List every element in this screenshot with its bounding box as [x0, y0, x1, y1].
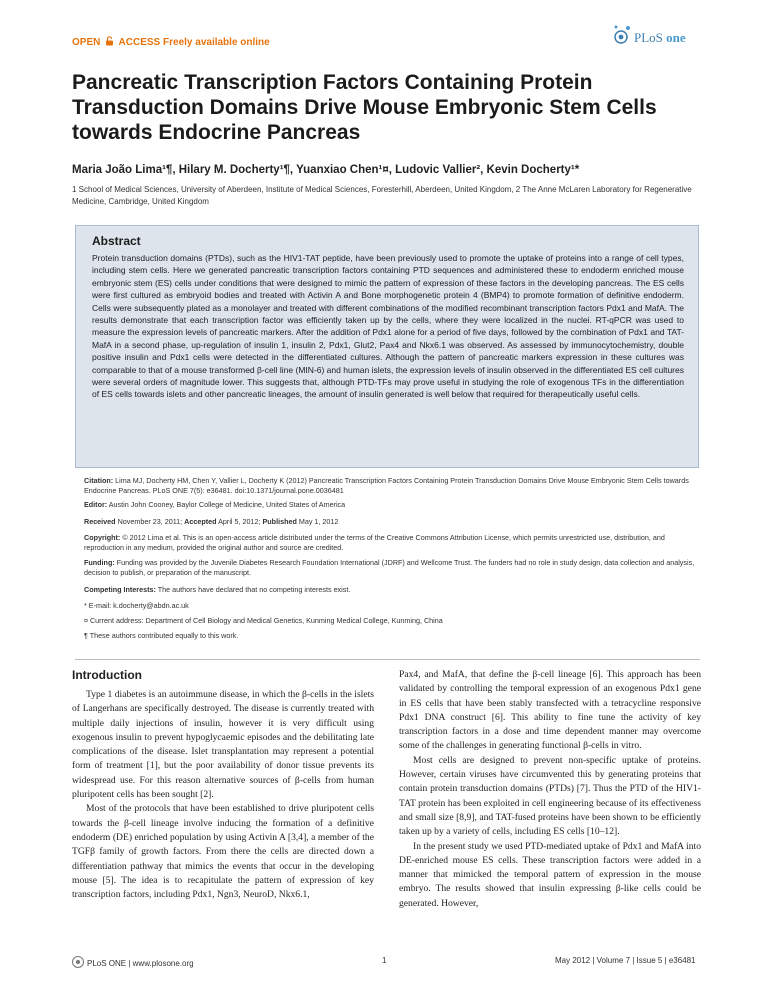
editor-text: Austin John Cooney, Baylor College of Medicine, United States of America: [108, 500, 346, 509]
editor: [84, 500, 700, 510]
article-title: Pancreatic Transcription Factors Containing Protein Transduction Domains Drive Mouse Embryonic Stem Cells towards Endocrine Pancreas: [72, 71, 657, 144]
footer-issue: May 2012 | Volume 7 | Issue 5 | e36481: [555, 956, 696, 965]
citation: [84, 476, 700, 497]
dates: [84, 517, 700, 527]
citation-label: Citation:: [84, 476, 114, 485]
competing-interests: [84, 585, 700, 595]
footer-journal-text[interactable]: PLoS ONE | www.plosone.org: [87, 959, 194, 968]
intro-paragraph-3: Pax4, and MafA, that define the β-cell lineage [6]. This approach has been validated by controlling the temporal expression of an exogenous Pdx1 gene in ES cells that have been stably transfected with a tetracycline responsive Pdx1 DNA construct [6]. This ability to fine tune the activity of key transcription factors in a dose and time dependent manner may overcome some of the challenges in generating functional β-cells in vitro.: [399, 669, 701, 752]
logo-one: one: [666, 30, 686, 45]
published-date: May 1, 2012: [298, 517, 339, 526]
copyright-text: © 2012 Lima et al. This is an open-access article distributed under the terms of the Creative Commons Attribution License, which permits unrestricted use, distribution, and reproduction in any medium, provided the original author and source are credited.: [84, 533, 665, 553]
received-label: Received: [84, 517, 116, 526]
accepted-label: Accepted: [184, 517, 217, 526]
open-access-banner: [72, 36, 270, 48]
published-label: Published: [262, 517, 297, 526]
email-line: [84, 601, 700, 611]
competing-label: Competing Interests:: [84, 585, 156, 594]
intro-paragraph-4: Most cells are designed to prevent non-specific uptake of proteins. However, certain viruses have circumvented this by generating proteins that contain protein transduction domains (PTDs) [7]. Thus the PTD of the HIV1-TAT protein has been exploited in cell engineering because of its effectiveness and small size [8,9], and TAT-fused proteins have been shown to be efficiently taken up by a variety of cells, including ES cells [10–12].: [399, 754, 701, 838]
email-text[interactable]: * E-mail: k.docherty@abdn.ac.uk: [84, 601, 189, 610]
equal-contribution: ¶ These authors contributed equally to this work.: [84, 631, 239, 640]
open-label: OPEN: [72, 37, 101, 48]
intro-paragraph-5: In the present study we used PTD-mediated uptake of Pdx1 and MafA into DE-enriched mouse ES cells. These transcription factors were added in a manner that mimicked the temporal pattern of expression in the mouse embryo. The results showed that insulin expressing β-like cells could be generated. However,: [399, 840, 701, 909]
copyright: [84, 533, 700, 554]
journal-logo: [612, 22, 704, 52]
plos-mini-logo-icon: [72, 956, 84, 968]
received-date: November 23, 2011;: [117, 517, 183, 526]
editor-label: Editor:: [84, 500, 108, 509]
affiliations: 1 School of Medical Sciences, University of Aberdeen, Institute of Medical Sciences, Foresterhill, Aberdeen, United Kingdom, 2 The Anne McLaren Laboratory for Regenerative Medicine, Cambridge, United Kingdom: [72, 185, 692, 206]
copyright-label: Copyright:: [84, 533, 121, 542]
footer-journal: [72, 956, 194, 968]
funding-text: Funding was provided by the Juvenile Diabetes Research Foundation International (JDRF) and Wellcome Trust. The funders had no role in study design, data collection and analysis, decision to publish, or preparation of the manuscript.: [84, 558, 695, 578]
section-divider: [75, 659, 700, 660]
intro-paragraph-2: Most of the protocols that have been established to drive pluripotent cells towards the β-cell lineage involve inducing the formation of a definitive endoderm (DE) enriched population by using Activin A [3,4], a member of the TGFβ family of growth factors. From there the cells are directed down a differentiation pathway that mimics the events that occur in the developing mouse [5]. The idea is to recapitulate the pattern of expression of key transcription factors, including Pdx1, Ngn3, NeuroD, Nkx6.1,: [72, 803, 374, 901]
abstract-text: Protein transduction domains (PTDs), such as the HIV1-TAT peptide, have been previously used to promote the uptake of proteins into a range of cell types, including stem cells. Here we generated pancreatic transcription factors containing PTD sequences and administered these to endoderm enriched mouse embryonic stem (ES) cells under conditions that were designed to mimic the pattern of expression of these factors in the developing pancreas. The ES cells were first cultured as embryoid bodies and treated with Activin A and Bone morphogenetic protein 4 (BMP4) to promote formation of definitive endoderm. Cells were subsequently plated as a monolayer and treated with different combinations of the modified recombinant transcription factors Pdx1 and MafA. The results demonstrate that each transcription factor was efficiently taken up by the cells, where they were localized in the nuclei. RT-qPCR was used to measure the expression levels of pancreatic markers. After the addition of Pdx1 alone for a period of five days, followed by the combination of Pdx1 and TAT-MafA in a second phase, up-regulation of insulin 1, insulin 2, Pdx1, Glut2, Pax4 and Nkx6.1 was observed. As assessed by immunocytochemistry, double positive insulin and Pdx1 cells were detected in the differentiated cultures. Although the pattern of pancreatic markers expression in these cultures was comparable to that of a mouse transformed β-cell line (MIN-6) and human islets, the expression levels of insulin observed in the differentiated ES cell cultures were several orders of magnitude lower. This suggests that, although PTD-TFs may prove useful in studying the role of exogenous TFs in the differentiation of ES cells towards islets and other pancreatic lineages, the amount of insulin generated is well below that required for therapeutically useful cells.: [92, 253, 684, 400]
intro-paragraph-1: Type 1 diabetes is an autoimmune disease, in which the β-cells in the islets of Langerhans are specifically destroyed. The disease is currently treated with multiple daily injections of insulin, however it is very difficult using exogenous insulin to prevent hypoglycaemic episodes and the debilitating late complications of the disease. Islet transplantation may represent a potential form of treatment [1], but the poor availability of donor tissue prevents its widespread use. For this reason alternative sources of β-cells from human pluripotent cells has been sought [2].: [72, 689, 374, 801]
citation-text: Lima MJ, Docherty HM, Chen Y, Vallier L, Docherty K (2012) Pancreatic Transcription Factors Containing Protein Transduction Domains Drive Mouse Embryonic Stem Cells towards Endocrine Pancreas. PLoS ONE 7(5): e36481. doi:10.1371/journal.pone.0036481: [84, 476, 689, 496]
access-label: ACCESS: [118, 37, 161, 48]
journal-logo-text: [634, 30, 686, 46]
logo-plos: PLoS: [634, 30, 663, 45]
body-column-right: [399, 668, 701, 911]
body-column-left: [72, 688, 374, 902]
abstract-heading: Abstract: [92, 234, 141, 248]
competing-text: The authors have declared that no competing interests exist.: [157, 585, 351, 594]
footer-page-number: 1: [382, 956, 387, 965]
funding-label: Funding:: [84, 558, 115, 567]
plos-one-logo-icon: [612, 22, 634, 50]
abstract-box: [75, 225, 699, 468]
introduction-heading: Introduction: [72, 668, 142, 682]
open-lock-icon: [105, 36, 114, 46]
current-address: ¤ Current address: Department of Cell Biology and Medical Genetics, Kunming Medical College, Kunming, China: [84, 616, 443, 625]
accepted-date: April 5, 2012;: [218, 517, 261, 526]
author-list: Maria João Lima¹¶, Hilary M. Docherty¹¶, Yuanxiao Chen¹¤, Ludovic Vallier², Kevin Docherty¹*: [72, 164, 580, 176]
funding: [84, 558, 700, 579]
freely-available-label: Freely available online: [163, 37, 270, 48]
